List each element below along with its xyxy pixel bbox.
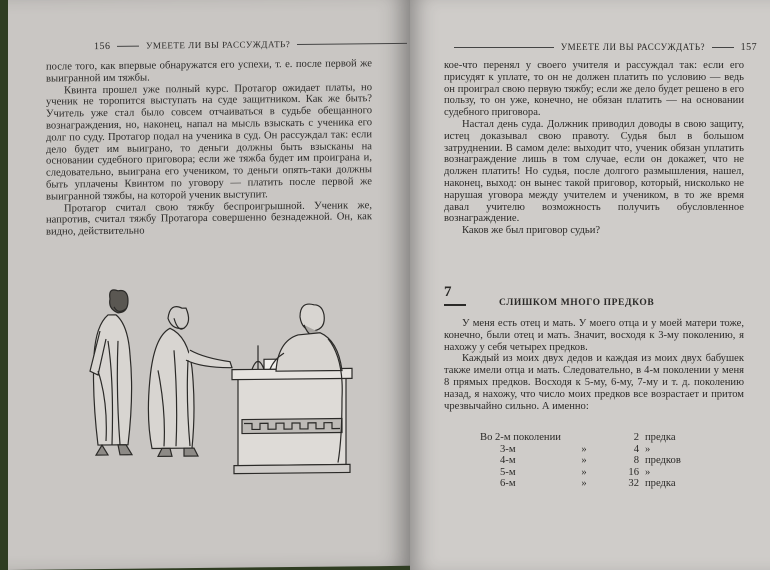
- running-title: УМЕЕТЕ ЛИ ВЫ РАССУЖДАТЬ?: [146, 39, 291, 51]
- ditto-mark: [569, 432, 599, 444]
- generation-label: 4-м: [500, 455, 516, 466]
- right-page: [410, 0, 770, 570]
- paragraph: Квинта прошел уже полный курс. Протагор ожидает платы, но ученик не торопится выступать на суде защитником. Как же быть? Учитель уже стал было совсем отчаиваться в судьбе обещанного вознаграждения, но, наконец, напал на мысль взыскать с ученика его долг по суду. Протагор подал на ученика в суд. Он рассуждал так: если дело будет им выиграно, то деньги должны быть взысканы на основании судебного приговора; если же тяжба будет им проиграна и, следовательно, выиграна его учеником, то деньги опять-таки должны быть уплачены Квинтом по уговору — платить после первой же выигранной тяжбы, на которой ученик выступит.: [46, 81, 372, 203]
- generation-row: [480, 478, 705, 490]
- generations-table: [480, 432, 705, 490]
- figure-protagoras: [90, 290, 132, 455]
- ancestor-count: 16: [628, 466, 639, 478]
- running-title: УМЕЕТЕ ЛИ ВЫ РАССУЖДАТЬ?: [560, 42, 706, 52]
- ancestor-count: 4: [633, 443, 639, 455]
- generation-label: 3-м: [500, 443, 516, 455]
- paragraph: У меня есть отец и мать. У моего отца и у моей матери тоже, конечно, были отец и мать. Значит, восходя к 3-му поколению, я нахожу у себя четырех предков.: [444, 318, 744, 353]
- section-number: 7: [444, 284, 452, 300]
- ancestor-unit: »: [645, 443, 651, 455]
- figure-student: [148, 306, 232, 457]
- generation-row: [480, 432, 705, 444]
- paragraph: Каков же был приговор судьи?: [462, 225, 601, 237]
- ancestor-count: 2: [633, 432, 639, 443]
- right-running-header: [450, 42, 757, 53]
- ancestor-unit: предков: [645, 455, 681, 466]
- generation-label: Во 2-м поколении: [480, 432, 561, 443]
- left-running-header: [94, 38, 410, 52]
- left-page: [8, 0, 410, 570]
- puzzle-text: [444, 318, 744, 412]
- generation-row: [480, 467, 705, 479]
- ancestor-unit: предка: [645, 478, 676, 489]
- page-number: 156: [94, 40, 111, 53]
- left-body-text: [46, 58, 372, 238]
- paragraph: Протагор считал свою тяжбу беспроигрышной. Ученик же, напротив, считал тяжбу Протагора совершенно безнадежной. Он, как видно, действительно: [46, 199, 372, 238]
- paragraph: Настал день суда. Должник приводил доводы в свою защиту, истец доказывал свою правоту. Судья был в большом затруднении. В самом деле: выходит что, ученик обязан уплатить вознаграждение лишь в том случае, если он докажет, что не должен платить! Но судья, после долгого размышления, нашел, наконец, выход: он вынес такой приговор, который, нисколько не нарушая уговора между учителем и учеником, в то же время давал учителю возможность получить обусловленное вознаграждение.: [444, 118, 744, 225]
- generation-row: [480, 455, 705, 467]
- section-number-rule: [444, 304, 466, 306]
- ditto-mark: »: [581, 478, 587, 489]
- generation-row: [480, 444, 705, 456]
- ancestor-count: 32: [628, 478, 639, 489]
- section-title: СЛИШКОМ МНОГО ПРЕДКОВ: [499, 298, 655, 308]
- generation-label: 5-м: [500, 466, 516, 478]
- ancestor-unit: »: [645, 466, 651, 478]
- paragraph: кое-что перенял у своего учителя и рассуждал так: если его присудят к уплате, то он не должен платить по условию — ведь он проиграл свою первую тяжбу; если же дело будет решено в его пользу, то он уже, конечно, не обязан платить — на основании судебного приговора.: [444, 60, 744, 119]
- right-body-text: [444, 60, 744, 237]
- ditto-mark: »: [581, 455, 587, 466]
- generation-label: 6-м: [500, 478, 516, 489]
- paragraph: Каждый из моих двух дедов и каждая из моих двух бабушек также имели отца и мать. Следовательно, в 4-м поколении у меня 8 прямых предков. Восходя к 5-му, 6-му, 7-му и т. д. поколению назад, я нахожу, что число моих предков все возрастает и притом чрезвычайно сильно. А именно:: [444, 353, 744, 412]
- ditto-mark: »: [581, 443, 587, 455]
- ancestor-count: 8: [633, 455, 639, 466]
- ancestor-unit: предка: [645, 432, 676, 443]
- page-number: 157: [740, 42, 758, 53]
- protagoras-court-illustration: [78, 268, 368, 481]
- ditto-mark: »: [581, 466, 587, 478]
- paragraph: после того, как впервые обнаружатся его успехи, т. е. после первой же выигранной им тяжбы.: [46, 58, 372, 85]
